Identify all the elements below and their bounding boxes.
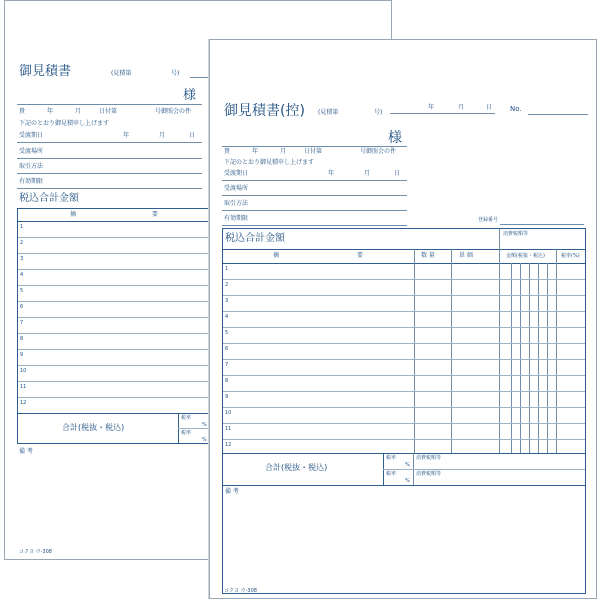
publisher-code: コクヨ ウ-308	[224, 588, 257, 594]
row-number: 7	[225, 362, 229, 368]
subtotal-label: 合計(税抜・税込)	[265, 463, 328, 472]
serial-no-label: No.	[510, 105, 522, 113]
ref-ki: 貴	[224, 148, 231, 155]
percent-sign: %	[202, 437, 207, 443]
consumption-tax-label-small: 消費税額等	[416, 455, 442, 461]
percent-sign: %	[405, 462, 410, 468]
col-summary-2: 要	[357, 252, 364, 259]
row-number: 4	[225, 314, 229, 320]
col-unit-price: 単 価	[459, 252, 473, 259]
delivery-year: 年	[123, 132, 130, 139]
items-table	[222, 228, 586, 594]
estimate-sheet-copy	[209, 39, 597, 599]
row-number: 2	[20, 240, 24, 246]
tax-rate-label: 税率	[386, 455, 397, 461]
recipient-suffix: 様	[183, 88, 197, 103]
estimate-no-close: 号)	[374, 109, 383, 116]
col-quantity: 数 量	[421, 252, 435, 259]
delivery-day: 日	[189, 132, 196, 139]
row-number: 11	[225, 426, 232, 432]
delivery-date-label: 受渡期日	[19, 132, 44, 139]
delivery-month: 月	[159, 132, 166, 139]
remarks-label: 備 考	[225, 488, 239, 495]
payment-label: 取引方法	[224, 200, 249, 207]
row-number: 10	[20, 368, 27, 374]
issue-day: 日	[486, 104, 493, 111]
validity-label: 有効期限	[19, 178, 44, 185]
row-number: 5	[225, 330, 229, 336]
ref-month: 月	[280, 148, 287, 155]
intro-text: 下記のとおり御見積申し上げます	[19, 120, 110, 127]
ref-year: 年	[252, 148, 259, 155]
ref-inquiry: 号御照会の件	[155, 108, 192, 115]
delivery-date-label: 受渡期日	[224, 170, 249, 177]
delivery-month: 月	[364, 170, 371, 177]
publisher-code: コクヨ ウ-308	[19, 549, 52, 555]
consumption-tax-label: 消費税額等	[503, 231, 529, 237]
col-summary: 摘	[70, 211, 77, 218]
intro-text: 下記のとおり御見積申し上げます	[224, 159, 315, 166]
percent-sign: %	[202, 422, 207, 428]
ref-day-no: 日付第	[304, 148, 323, 155]
subtotal-label: 合計(税抜・税込)	[62, 423, 125, 432]
row-number: 3	[20, 256, 24, 262]
validity-label: 有効期限	[224, 215, 249, 222]
ref-month: 月	[75, 108, 82, 115]
estimate-no-close: 号)	[171, 70, 180, 77]
issue-month: 月	[458, 104, 465, 111]
row-number: 9	[20, 352, 24, 358]
col-amount: 金額(税抜・税込)	[506, 253, 545, 259]
col-tax-rate: 税率(%)	[561, 253, 580, 259]
recipient-suffix: 様	[388, 130, 402, 146]
sheet-title: 御見積書(控)	[224, 103, 305, 119]
consumption-tax-label-small: 消費税額等	[416, 471, 442, 477]
tax-rate-label: 税率	[386, 471, 397, 477]
row-number: 8	[225, 378, 229, 384]
sheet-title: 御見積書	[19, 64, 72, 79]
estimate-no-open: (見積第	[318, 109, 339, 116]
row-number: 12	[20, 400, 27, 406]
delivery-place-label: 受渡場所	[19, 148, 44, 155]
row-number: 6	[20, 304, 24, 310]
row-number: 1	[20, 224, 24, 230]
tax-rate-label: 税率	[181, 415, 192, 421]
ref-day-no: 日付第	[99, 108, 118, 115]
ref-year: 年	[47, 108, 54, 115]
total-amount-label: 税込合計金額	[225, 233, 285, 244]
row-number: 1	[225, 266, 229, 272]
items-table	[17, 208, 217, 444]
col-summary: 摘	[273, 252, 280, 259]
estimate-no-open: (見積第	[111, 70, 132, 77]
row-number: 6	[225, 346, 229, 352]
col-summary-2: 要	[152, 211, 159, 218]
total-amount-label: 税込合計金額	[19, 193, 79, 204]
row-number: 8	[20, 336, 24, 342]
payment-label: 取引方法	[19, 163, 44, 170]
row-number: 12	[225, 442, 232, 448]
row-number: 2	[225, 282, 229, 288]
tax-rate-label: 税率	[181, 430, 192, 436]
row-number: 3	[225, 298, 229, 304]
delivery-day: 日	[394, 170, 401, 177]
row-number: 10	[225, 410, 232, 416]
delivery-year: 年	[328, 170, 335, 177]
row-number: 4	[20, 272, 24, 278]
ref-ki: 貴	[19, 108, 26, 115]
remarks-label: 備 考	[19, 448, 33, 455]
row-number: 9	[225, 394, 229, 400]
row-number: 5	[20, 288, 24, 294]
row-number: 11	[20, 384, 27, 390]
ref-inquiry: 号御照会の件	[360, 148, 397, 155]
delivery-place-label: 受渡場所	[224, 185, 249, 192]
registration-number-label: 登録番号	[478, 217, 499, 223]
row-number: 7	[20, 320, 24, 326]
percent-sign: %	[405, 478, 410, 484]
issue-year: 年	[428, 104, 435, 111]
